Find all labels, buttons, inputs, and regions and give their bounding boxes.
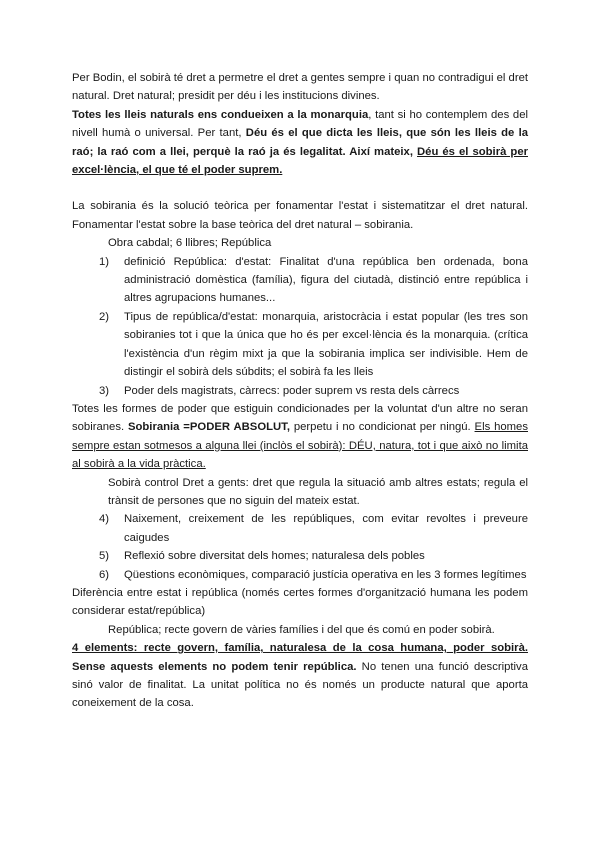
text-span: No tenen una funció descriptiva sinó valor de finalitat. La unitat política no és només un producte natural que aporta coneixement de la cosa. [72, 660, 528, 710]
blank-line [72, 179, 528, 197]
list-number: 5) [99, 550, 110, 563]
underlined-phrase: Els homes sempre estan sotmesos a alguna llei (inclòs el sobirà): DÉU, natura, tot i que això no limita al sobirà a la vida pràctica. [72, 421, 528, 471]
list-text: Qüestions econòmiques, comparació justícia operativa en les 3 formes legítimes [124, 568, 527, 581]
bold-phrase: Totes les lleis naturals ens condueixen a la monarquia [72, 108, 369, 121]
list-item [72, 547, 528, 565]
paragraph-bodin-natural-law: Per Bodin, el sobirà té dret a permetre el dret a gentes sempre i quan no contradigui el dret natural. Dret natural; presidit per déu i les institucions divines. [72, 72, 528, 103]
paragraph-law-of-nations: Sobirà control Dret a gents: dret que regula la situació amb altres estats; regula el trànsit de persones que no siguin del mateix estat. [108, 476, 528, 507]
paragraph-republic-definition: República; recte govern de vàries famílies i del que és comú en poder sobirà. [108, 623, 495, 636]
list-number: 2) [99, 310, 110, 323]
paragraph-sovereignty: La sobirania és la solució teòrica per fonamentar l'estat i sistematitzar el dret natural. Fonamentar l'estat sobre la base teòrica del dret natural – sobirania. [72, 200, 528, 231]
bold-phrase: Sobirania =PODER ABSOLUT, [127, 421, 290, 434]
book-list-second [72, 510, 528, 584]
list-number: 3) [99, 384, 110, 397]
list-number: 6) [99, 568, 110, 581]
paragraph-state-vs-republic: Diferència entre estat i república (només certes formes d'organització humana les podem considerar estat/república) [72, 586, 528, 618]
list-number: 1) [99, 255, 110, 268]
paragraph-four-elements [72, 639, 528, 713]
list-item [72, 510, 528, 547]
list-item [72, 382, 528, 400]
list-text: Naixement, creixement de les repúbliques, com evitar revoltes i preveure caigudes [124, 513, 528, 544]
list-text: Poder dels magistrats, càrrecs: poder suprem vs resta dels càrrecs [124, 384, 460, 397]
list-number: 4) [99, 513, 110, 526]
bold-phrase: Déu és el que dicta les lleis, que són les lleis de la raó; la raó com a llei, perquè la raó ja és legalitat. Així mateix, [72, 127, 528, 158]
list-text: Tipus de república/d'estat: monarquia, aristocràcia i estat popular (les tres son sobiranies tot i que la única que ho és per excel·lència és la monarquia. (crítica l'existència d'un règim mixt ja que la sobirania implica ser indivisible. Hem de distingir el sobirà dels súbdits; el sobirà fa les lleis [124, 310, 528, 379]
document-body [72, 69, 528, 713]
list-item [72, 253, 528, 308]
list-item [72, 566, 528, 584]
text-span: perpetu i no condicionat per ningú. [289, 421, 475, 434]
bold-underlined-phrase: 4 elements: recte govern, família, naturalesa de la cosa humana, poder sobirà. [72, 642, 528, 655]
book-list-first [72, 253, 528, 400]
bold-underlined-phrase: Déu és el sobirà per excel·lència, el que té el poder suprem. [72, 145, 528, 177]
list-text: definició República: d'estat: Finalitat d'una república ben ordenada, bona administració domèstica (família), figura del ciutadà, distinció entre república i altres agrupacions humanes... [124, 255, 528, 305]
list-text: Reflexió sobre diversitat dels homes; naturalesa dels pobles [124, 550, 425, 563]
bold-phrase: Sense aquests elements no podem tenir república. [72, 660, 357, 673]
text-span: , tant si ho contemplem des del nivell humà o universal. Per tant, [72, 108, 528, 140]
paragraph-main-work: Obra cabdal; 6 llibres; República [108, 237, 272, 250]
list-item [72, 308, 528, 382]
text-span: Totes les formes de poder que estiguin condicionades per la voluntat d'un altre no seran sobiranes. [72, 402, 528, 434]
paragraph-absolute-power [72, 400, 528, 474]
paragraph-laws-monarchy [72, 106, 528, 180]
